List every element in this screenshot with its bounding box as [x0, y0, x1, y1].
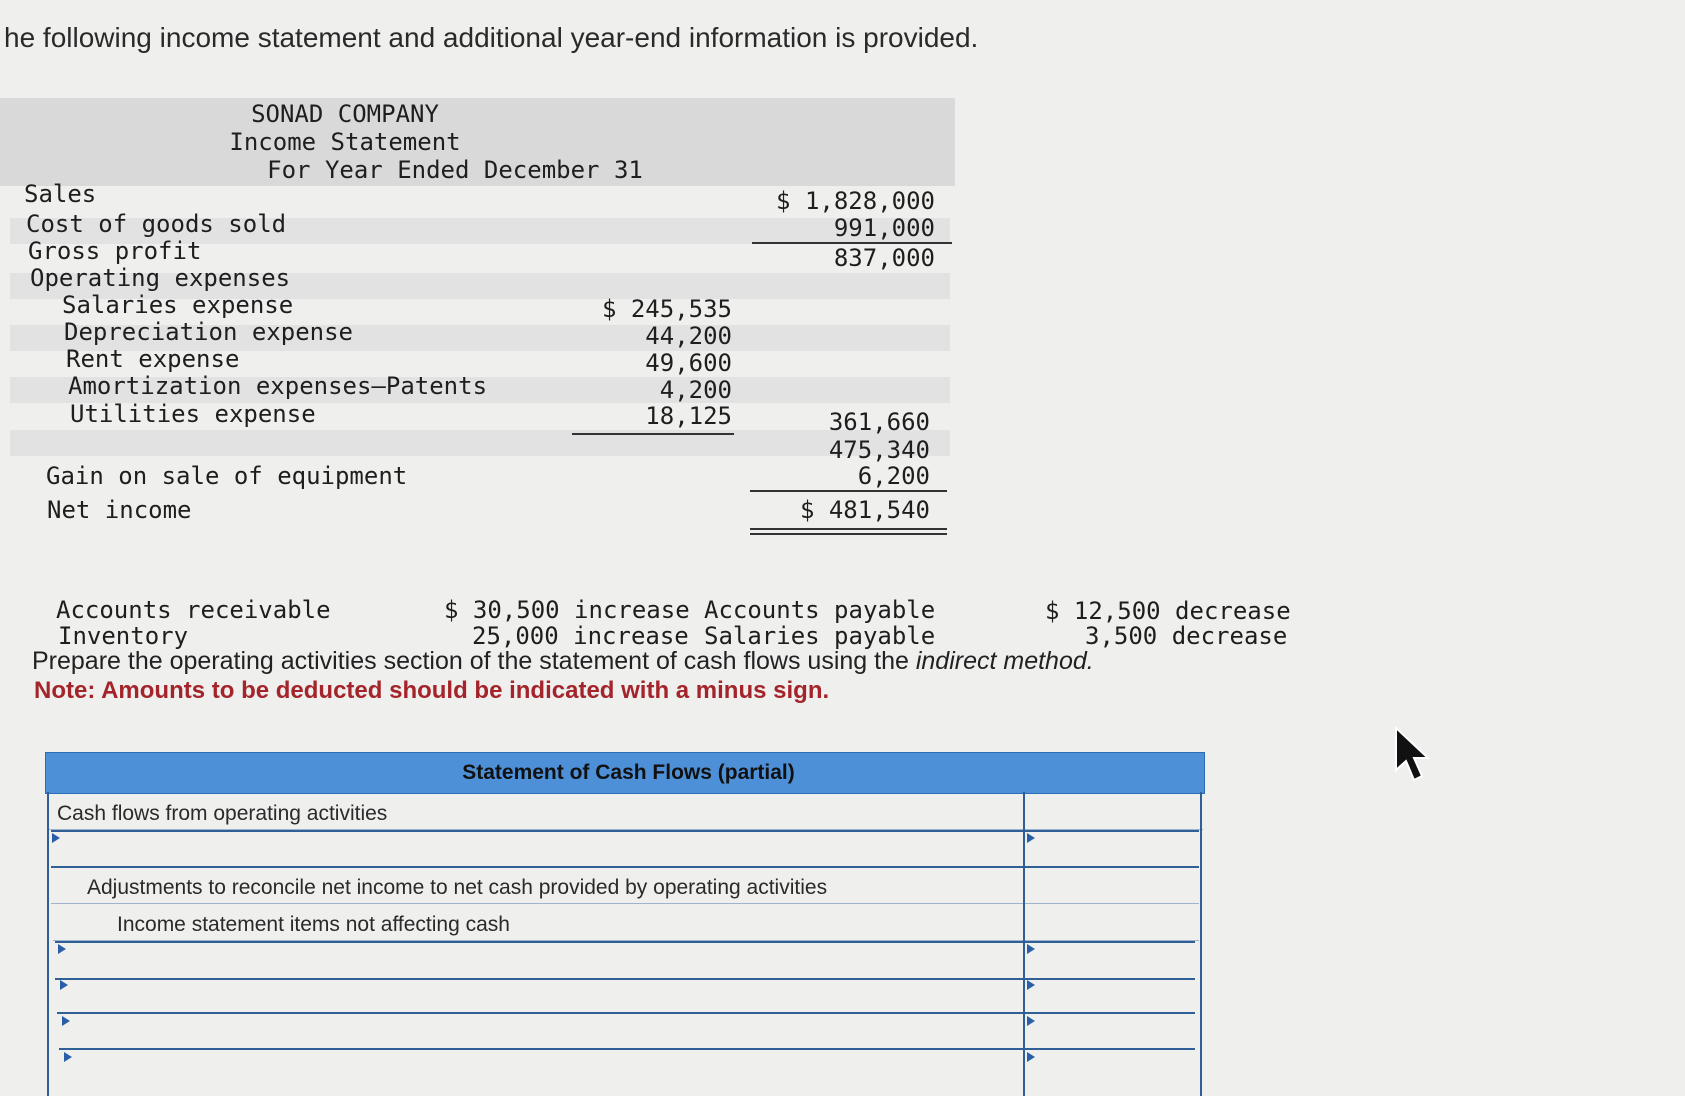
- gross-profit-value: 837,000: [833, 244, 935, 272]
- amortization-label: Amortization expenses—Patents: [68, 372, 488, 400]
- input-marker-icon: [64, 1052, 72, 1062]
- net-income-amount-input[interactable]: [1030, 834, 1199, 864]
- inventory-value: 25,000 increase: [472, 622, 689, 650]
- adjustment-4-description-input[interactable]: [67, 1054, 1015, 1084]
- operating-income: 475,340: [828, 436, 930, 464]
- salaries-value: $ 245,535: [601, 295, 732, 323]
- gain-value: 6,200: [857, 462, 930, 490]
- expenses-underline: [572, 433, 734, 435]
- sales-value: $ 1,828,000: [776, 187, 935, 215]
- rent-label: Rent expense: [66, 345, 240, 373]
- noncash-items-label: Income statement items not affecting cash: [117, 913, 510, 936]
- input-marker-icon: [1027, 980, 1035, 990]
- utilities-value: 18,125: [645, 402, 732, 430]
- gain-label: Gain on sale of equipment: [46, 462, 408, 490]
- company-name: SONAD COMPANY: [251, 100, 439, 128]
- operating-activities-label: Cash flows from operating activities: [57, 802, 388, 825]
- salaries-payable-label: Salaries payable: [704, 622, 936, 650]
- input-marker-icon: [1027, 833, 1035, 843]
- gain-underline: [750, 490, 947, 492]
- sales-label: Sales: [24, 180, 97, 208]
- adjustment-1-amount-input[interactable]: [1030, 946, 1199, 976]
- gross-profit-label: Gross profit: [28, 237, 202, 265]
- utilities-label: Utilities expense: [70, 400, 316, 428]
- adjustment-3-amount-input[interactable]: [1030, 1018, 1199, 1048]
- input-marker-icon: [60, 980, 68, 990]
- intro-text: he following income statement and additional year-end information is provided.: [4, 22, 979, 53]
- cash-flow-header: [45, 752, 1205, 794]
- net-income-description-input[interactable]: [55, 834, 1019, 864]
- income-statement: [0, 98, 955, 538]
- row-band: [10, 430, 950, 456]
- ar-label: Accounts receivable: [56, 596, 331, 624]
- minus-sign-note: Note: Amounts to be deducted should be indicated with a minus sign.: [34, 677, 830, 704]
- mouse-pointer-icon: [1392, 726, 1432, 789]
- table-right-border: [1200, 792, 1202, 1096]
- adjustments-label: Adjustments to reconcile net income to net cash provided by operating activities: [87, 876, 828, 899]
- adjustment-2-description-input[interactable]: [63, 982, 1015, 1012]
- net-income-double-underline-2: [750, 533, 947, 535]
- salaries-label: Salaries expense: [62, 291, 294, 319]
- statement-period: For Year Ended December 31: [267, 156, 643, 184]
- cogs-label: Cost of goods sold: [26, 210, 287, 238]
- input-marker-icon: [1027, 1016, 1035, 1026]
- ar-value: $ 30,500 increase: [444, 596, 690, 624]
- instructions-text: Prepare the operating activities section of the statement of cash flows using the: [32, 647, 916, 675]
- input-marker-icon: [62, 1016, 70, 1026]
- cash-flow-table: [45, 752, 1205, 1096]
- income-statement-header: [0, 98, 955, 186]
- adjustment-1-description-input[interactable]: [61, 946, 1015, 976]
- total-operating-expenses: 361,660: [828, 408, 930, 436]
- adjustment-4-amount-input[interactable]: [1030, 1054, 1199, 1084]
- net-income-value: $ 481,540: [799, 496, 930, 524]
- adjustment-2-amount-input[interactable]: [1030, 982, 1199, 1012]
- depreciation-label: Depreciation expense: [64, 318, 353, 346]
- cogs-value: 991,000: [833, 214, 935, 242]
- instructions-method: indirect method.: [915, 647, 1094, 675]
- adjustment-3-description-input[interactable]: [65, 1018, 1015, 1048]
- depreciation-value: 44,200: [645, 322, 732, 350]
- cash-flow-title: Statement of Cash Flows (partial): [462, 761, 795, 784]
- input-marker-icon: [1027, 1052, 1035, 1062]
- amortization-value: 4,200: [659, 376, 732, 404]
- net-income-double-underline-1: [750, 528, 947, 530]
- instructions: [32, 647, 1094, 676]
- input-marker-icon: [1027, 944, 1035, 954]
- inventory-label: Inventory: [58, 622, 189, 650]
- statement-title: Income Statement: [229, 128, 461, 156]
- input-marker-icon: [58, 944, 66, 954]
- table-left-border: [47, 792, 49, 1096]
- operating-expenses-label: Operating expenses: [30, 264, 291, 292]
- ap-value: $ 12,500 decrease: [1045, 597, 1291, 625]
- table-amount-column-divider: [1023, 792, 1025, 1096]
- rent-value: 49,600: [645, 349, 732, 377]
- ap-label: Accounts payable: [704, 596, 936, 624]
- input-marker-icon: [52, 833, 60, 843]
- salaries-payable-value: 3,500 decrease: [1085, 622, 1288, 650]
- net-income-label: Net income: [47, 496, 192, 524]
